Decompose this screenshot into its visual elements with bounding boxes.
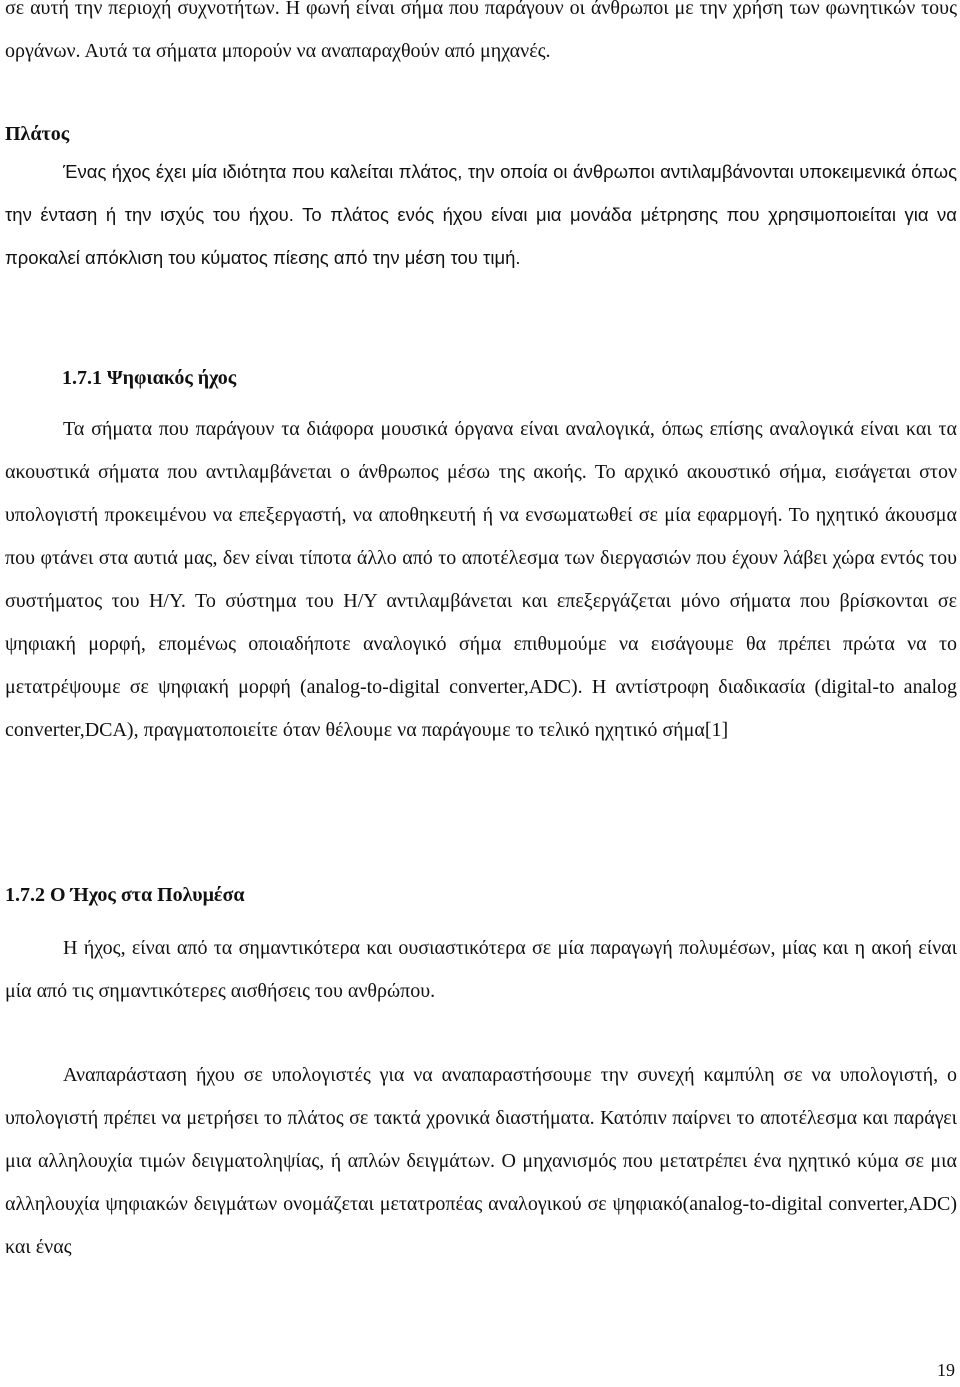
digital-sound-heading: 1.7.1 Ψηφιακός ήχος [62,367,237,389]
amplitude-paragraph: Ένας ήχος έχει μία ιδιότητα που καλείται πλάτος, την οποία οι άνθρωποι αντιλαμβάνονται υποκειμενικά όπως την ένταση ή την ισχύς του ήχου. Το πλάτος ενός ήχου είναι μια μονάδα μέτρησης που χρησιμοποιείται για να προκαλεί απόκλιση του κύματος πίεσης από την μέση του τιμή. [5,161,957,268]
multimedia-sound-heading: 1.7.2 Ο Ήχος στα Πολυμέσα [5,884,245,906]
representation-paragraph: Αναπαράσταση ήχου σε υπολογιστές για να αναπαραστήσουμε την συνεχή καμπύλη σε να υπολογιστή, ο υπολογιστή πρέπει να μετρήσει το πλάτος σε τακτά χρονικά διαστήματα. Κατόπιν παίρνει το αποτέλεσμα και παράγει μια αλληλουχία τιμών δειγματοληψίας, ή απλών δειγμάτων. Ο μηχανισμός που μετατρέπει ένα ηχητικό κύμα σε μια αλληλουχία ψηφιακών δειγμάτων ονομάζεται μετατροπέας αναλογικού σε ψηφιακό(analog-to-digital converter,ADC) και ένας [5,1064,957,1258]
intro-paragraph: σε αυτή την περιοχή συχνοτήτων. Η φωνή είναι σήμα που παράγουν οι άνθρωποι με την χρήση των φωνητικών τους οργάνων. Αυτά τα σήματα μπορούν να αναπαραχθούν από μηχανές. [5,0,957,62]
multimedia-sound-paragraph: Η ήχος, είναι από τα σημαντικότερα και ουσιαστικότερα σε μία παραγωγή πολυμέσων, μίας και η ακοή είναι μία από τις σημαντικότερες αισθήσεις του ανθρώπου. [5,937,957,1002]
amplitude-heading: Πλάτος [5,123,70,145]
page-number: 19 [937,1360,955,1380]
digital-sound-paragraph: Τα σήματα που παράγουν τα διάφορα μουσικά όργανα είναι αναλογικά, όπως επίσης αναλογικά είναι και τα ακουστικά σήματα που αντιλαμβάνεται ο άνθρωπος μέσω της ακοής. Το αρχικό ακουστικό σήμα, εισάγεται στον υπολογιστή προκειμένου να επεξεργαστή, να αποθηκευτή ή να ενσωματωθεί σε μία εφαρμογή. Το ηχητικό άκουσμα που φτάνει στα αυτιά μας, δεν είναι τίποτα άλλο από το αποτέλεσμα των διεργασιών που έχουν λάβει χώρα εντός του συστήματος του Η/Υ. Το σύστημα του Η/Υ αντιλαμβάνεται και επεξεργάζεται μόνο σήματα που βρίσκονται σε ψηφιακή μορφή, επομένως οποιαδήποτε αναλογικό σήμα επιθυμούμε να εισάγουμε θα πρέπει πρώτα να το μετατρέψουμε σε ψηφιακή μορφή (analog-to-digital converter,ADC). Η αντίστροφη διαδικασία (digital-to analog converter,DCA), πραγματοποιείτε όταν θέλουμε να παράγουμε το τελικό ηχητικό σήμα[1] [5,418,957,741]
